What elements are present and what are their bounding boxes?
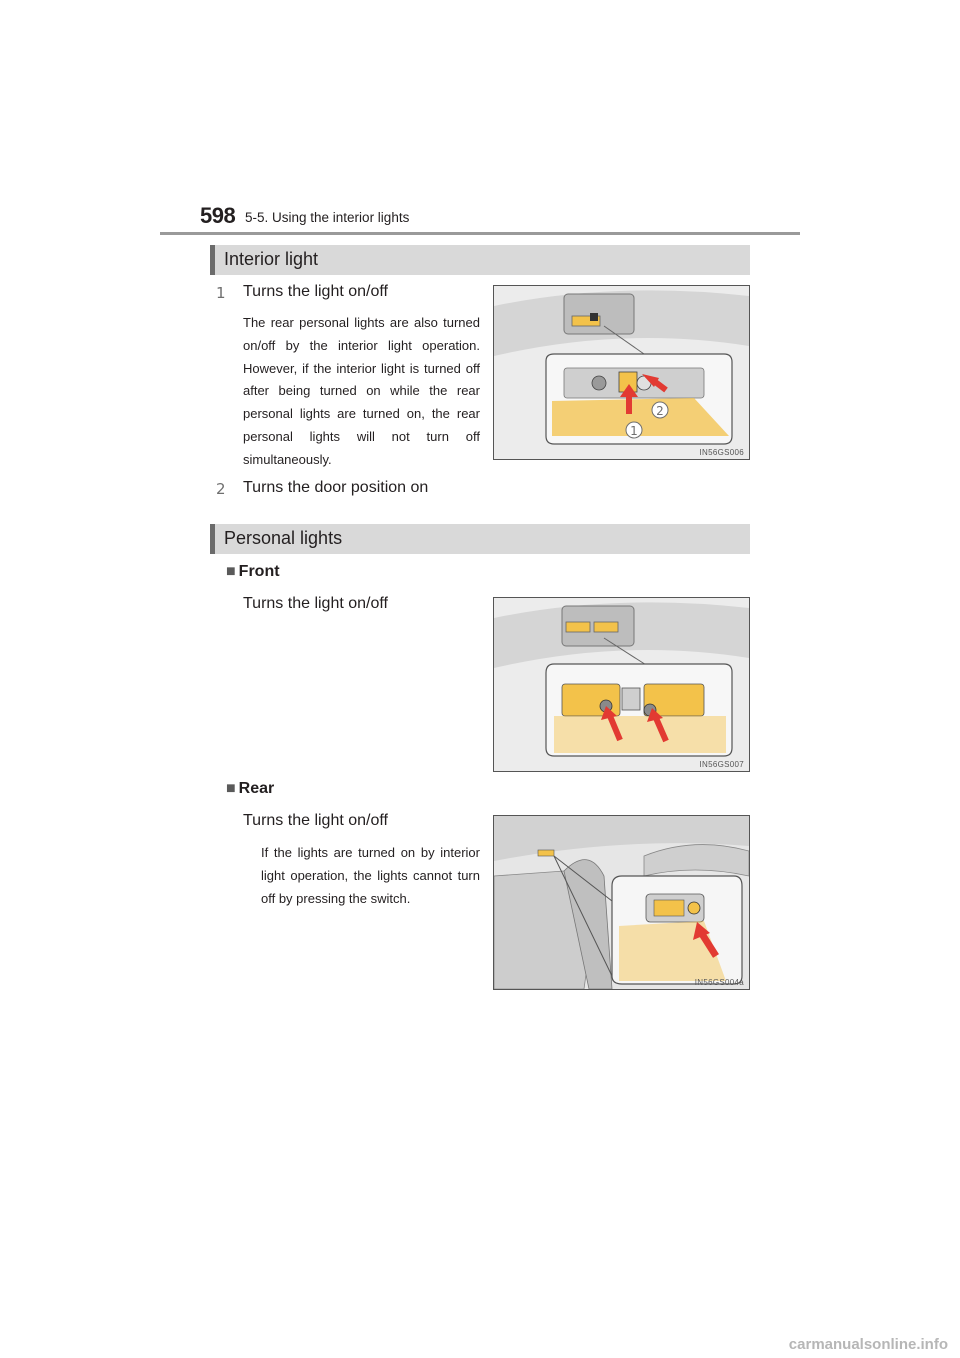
rear-personal-light-figure <box>493 815 750 990</box>
figure-callout-2: 2 <box>656 404 664 418</box>
figure-code: IN56GS006 <box>699 448 744 457</box>
header-rule <box>160 232 800 235</box>
bullet-square-icon: ■ <box>226 563 236 580</box>
section-title: Interior light <box>224 249 319 269</box>
front-personal-light-figure <box>493 597 750 772</box>
interior-light-figure <box>493 285 750 460</box>
front-personal-light-illustration <box>494 598 749 771</box>
interior-light-illustration <box>494 286 749 459</box>
rear-heading-text: Rear <box>238 780 275 797</box>
step-number-2: 2 <box>216 480 226 498</box>
rear-step-label: Turns the light on/off <box>243 812 388 829</box>
rear-note: If the lights are turned on by interior light operation, the lights cannot turn off by pressing the switch. <box>261 845 480 906</box>
step-number-1: 1 <box>216 284 226 302</box>
watermark-link[interactable]: carmanualsonline.info <box>788 1336 948 1353</box>
front-heading <box>226 563 280 581</box>
section-interior-light <box>210 245 750 275</box>
figure-code: IN56GS007 <box>699 760 744 769</box>
front-heading-text: Front <box>238 563 280 580</box>
page-number: 598 <box>200 203 236 228</box>
rear-heading <box>226 780 274 798</box>
interior-note: The rear personal lights are also turned on/off by the interior light operation. However, if the interior light is turned off after being turned on while the rear personal lights are turned on, the rear personal lights will not turn off simultaneously. <box>243 315 480 467</box>
section-personal-lights <box>210 524 750 554</box>
chapter-title: 5-5. Using the interior lights <box>245 210 410 225</box>
step-label-2: Turns the door position on <box>243 479 429 496</box>
figure-callout-1: 1 <box>630 424 638 438</box>
section-title: Personal lights <box>224 528 343 548</box>
step-label-1: Turns the light on/off <box>243 283 388 300</box>
rear-personal-light-illustration <box>494 816 749 989</box>
front-step-label: Turns the light on/off <box>243 595 388 612</box>
bullet-square-icon: ■ <box>226 780 236 797</box>
figure-code: IN56GS004a <box>694 978 744 987</box>
